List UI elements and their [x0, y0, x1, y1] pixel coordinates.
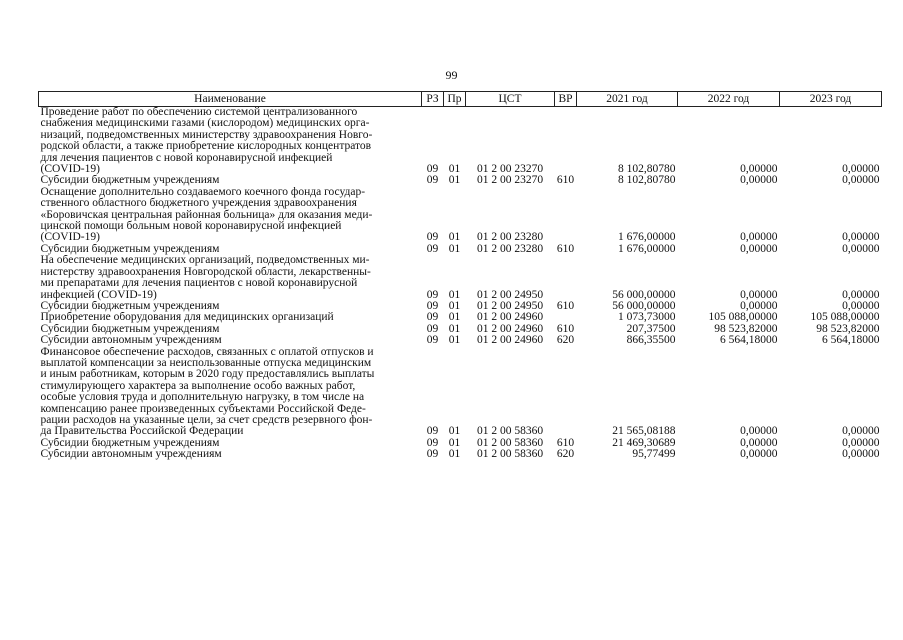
- row-vr: 620: [556, 335, 575, 347]
- row-2022: 6 564,18000: [720, 335, 778, 347]
- row-2023: 105 088,00000: [810, 312, 880, 324]
- row-cst: 01 2 00 58360: [476, 425, 544, 438]
- row-name: [39, 312, 422, 323]
- row-2021: 207,37500: [626, 323, 676, 335]
- row-2023: 98 523,82000: [816, 323, 880, 335]
- row-2021: 21 469,30689: [612, 437, 676, 449]
- row-cst: 01 2 00 24960: [476, 323, 544, 335]
- row-name-line: снабжения медицинскими газами (кислородом) медицинских орга-: [40, 117, 370, 130]
- row-2021: 56 000,00000: [612, 300, 676, 312]
- page-number: 99: [445, 68, 458, 82]
- header-pr: Пр: [444, 92, 466, 107]
- table-row: [39, 324, 882, 335]
- row-vr: [555, 347, 577, 438]
- row-2022: 0,00000: [740, 300, 778, 312]
- table-row: [39, 255, 882, 301]
- row-pr: 01: [448, 425, 461, 438]
- row-rz: 09: [426, 335, 439, 347]
- header-vr: ВР: [555, 92, 577, 107]
- row-name: [39, 335, 422, 346]
- row-2023: 0,00000: [842, 437, 880, 449]
- row-vr: 610: [556, 323, 575, 335]
- row-2022: 0,00000: [740, 231, 778, 244]
- row-2021: 8 102,80780: [618, 175, 676, 187]
- row-2021: 1 676,00000: [618, 231, 676, 244]
- row-pr: 01: [448, 323, 461, 335]
- row-name-line: Проведение работ по обеспечению системой централизованного: [40, 106, 358, 118]
- row-name-line: На обеспечение медицинских организаций, подведомственных ми-: [40, 255, 370, 267]
- row-rz: 09: [426, 288, 439, 301]
- row-pr: 01: [448, 163, 461, 176]
- header-name: Наименование: [39, 92, 422, 107]
- row-vr: [555, 187, 577, 244]
- row-2023: 0,00000: [842, 243, 880, 255]
- row-2023: 0,00000: [842, 231, 880, 244]
- row-name-line: Субсидии бюджетным учреждениям: [40, 437, 220, 449]
- row-vr: 620: [556, 449, 575, 461]
- row-pr: 01: [448, 231, 461, 244]
- row-name-line: выплатой компенсации за неиспользованные отпуска медицинским: [40, 356, 372, 369]
- row-name: [39, 324, 422, 335]
- row-rz: 09: [426, 425, 439, 438]
- row-pr: 01: [448, 437, 461, 449]
- table-row: [39, 107, 882, 176]
- row-rz: 09: [426, 300, 439, 312]
- row-name-line: Субсидии бюджетным учреждениям: [40, 300, 220, 312]
- row-name-line: ми препаратами для лечения пациентов с новой коронавирусной: [40, 277, 358, 290]
- row-pr: 01: [448, 175, 461, 187]
- row-name: [39, 449, 422, 460]
- table-row: [39, 187, 882, 244]
- row-vr: 610: [556, 300, 575, 312]
- row-rz: 09: [426, 175, 439, 187]
- row-cst: 01 2 00 58360: [476, 437, 544, 449]
- table-body: [39, 107, 882, 461]
- header-rz: РЗ: [422, 92, 444, 107]
- row-2021: 1 676,00000: [618, 243, 676, 255]
- row-name-line: (COVID-19): [40, 231, 100, 244]
- row-name: [39, 255, 422, 301]
- row-vr: 610: [556, 175, 575, 187]
- row-2023: 6 564,18000: [822, 335, 880, 347]
- row-2023: 0,00000: [842, 300, 880, 312]
- row-pr: 01: [448, 288, 461, 301]
- row-cst: 01 2 00 24960: [476, 335, 544, 347]
- row-2021: 56 000,00000: [612, 288, 676, 301]
- row-cst: 01 2 00 24950: [476, 288, 544, 301]
- row-2023: 0,00000: [842, 288, 880, 301]
- row-pr: 01: [448, 335, 461, 347]
- row-pr: 01: [448, 243, 461, 255]
- row-2022: 0,00000: [740, 163, 778, 176]
- row-name-line: инфекцией (COVID-19): [40, 288, 157, 301]
- row-name-line: ственного областного бюджетного учреждения здравоохранения: [40, 197, 357, 210]
- row-rz: 09: [426, 243, 439, 255]
- row-name-line: компенсацию ранее произведенных субъектами Российской Феде-: [40, 402, 366, 415]
- row-name-line: Субсидии бюджетным учреждениям: [40, 323, 220, 335]
- table-row: [39, 301, 882, 312]
- row-2023: 0,00000: [842, 175, 880, 187]
- row-name-line: рации расходов на указанные цели, за счет средств резервного фон-: [40, 413, 373, 426]
- row-name-line: низаций, подведомственных министерству здравоохранения Новго-: [40, 128, 373, 141]
- header-2023: 2023 год: [780, 92, 882, 107]
- row-rz: 09: [426, 163, 439, 176]
- row-cst: 01 2 00 24950: [476, 300, 544, 312]
- row-cst: 01 2 00 24960: [476, 312, 544, 324]
- budget-table: [38, 91, 882, 461]
- row-2022: 98 523,82000: [714, 323, 778, 335]
- row-name: [39, 438, 422, 449]
- table-row: [39, 449, 882, 460]
- row-cst: 01 2 00 23270: [476, 175, 544, 187]
- table-row: [39, 244, 882, 255]
- row-2023: 0,00000: [842, 163, 880, 176]
- row-2023: 0,00000: [842, 425, 880, 438]
- row-rz: 09: [426, 231, 439, 244]
- row-name: [39, 301, 422, 312]
- row-name-line: Приобретение оборудования для медицинских организаций: [40, 312, 334, 324]
- table-row: [39, 335, 882, 346]
- row-pr: 01: [448, 300, 461, 312]
- row-2022: 0,00000: [740, 175, 778, 187]
- row-2021: 1 073,73000: [618, 312, 676, 324]
- row-name-line: для лечения пациентов с новой коронавирусной инфекцией: [40, 151, 333, 164]
- table-row: [39, 175, 882, 186]
- row-rz: 09: [426, 449, 439, 461]
- row-cst: 01 2 00 23270: [476, 163, 544, 176]
- row-2022: 0,00000: [740, 437, 778, 449]
- row-name-line: родской области, а также приобретение кислородных концентратов: [40, 140, 372, 153]
- row-2021: 95,77499: [632, 449, 676, 461]
- table-row: [39, 347, 882, 438]
- row-name-line: особые условия труда и дополнительную нагрузку, в том числе на: [40, 391, 365, 404]
- row-name: [39, 107, 422, 176]
- row-2022: 0,00000: [740, 449, 778, 461]
- row-2022: 0,00000: [740, 243, 778, 255]
- row-name-line: цинской помощи больным новой коронавирусной инфекцией: [40, 220, 342, 233]
- row-rz: 09: [426, 437, 439, 449]
- header-2021: 2021 год: [577, 92, 678, 107]
- row-2023: 0,00000: [842, 449, 880, 461]
- row-name-line: да Правительства Российской Федерации: [40, 425, 244, 438]
- table-row: [39, 312, 882, 323]
- header-cst: ЦСТ: [466, 92, 555, 107]
- row-2022: 105 088,00000: [708, 312, 778, 324]
- row-name-line: стимулирующего характера за выполнение особо важных работ,: [40, 379, 356, 392]
- row-name: [39, 175, 422, 186]
- row-name-line: Субсидии автономным учреждениям: [40, 449, 222, 461]
- row-name: [39, 347, 422, 438]
- row-vr: [555, 255, 577, 301]
- table-header: [39, 92, 882, 107]
- row-name: [39, 187, 422, 244]
- row-name-line: Оснащение дополнительно создаваемого коечного фонда государ-: [40, 186, 366, 198]
- row-name: [39, 244, 422, 255]
- row-vr: [555, 312, 577, 323]
- row-vr: 610: [556, 437, 575, 449]
- row-name-line: Финансовое обеспечение расходов, связанных с оплатой отпусков и: [40, 346, 374, 358]
- row-cst: 01 2 00 23280: [476, 243, 544, 255]
- row-2022: 0,00000: [740, 288, 778, 301]
- row-2022: 0,00000: [740, 425, 778, 438]
- row-name-line: Субсидии автономным учреждениям: [40, 335, 222, 347]
- table-row: [39, 438, 882, 449]
- row-rz: 09: [426, 312, 439, 324]
- row-cst: 01 2 00 23280: [476, 231, 544, 244]
- row-name-line: (COVID-19): [40, 163, 100, 176]
- row-name-line: Субсидии бюджетным учреждениям: [40, 243, 220, 255]
- row-pr: 01: [448, 312, 461, 324]
- row-name-line: «Боровичская центральная районная больница» для оказания меди-: [40, 208, 373, 221]
- header-2022: 2022 год: [678, 92, 780, 107]
- row-cst: 01 2 00 58360: [476, 449, 544, 461]
- row-2021: 21 565,08188: [612, 425, 676, 438]
- row-name-line: нистерству здравоохранения Новгородской области, лекарственны-: [40, 265, 371, 278]
- row-vr: 610: [556, 243, 575, 255]
- row-vr: [555, 107, 577, 176]
- row-2021: 866,35500: [626, 335, 676, 347]
- row-rz: 09: [426, 323, 439, 335]
- row-2021: 8 102,80780: [618, 163, 676, 176]
- row-pr: 01: [448, 449, 461, 461]
- row-name-line: и иным работникам, которым в 2020 году предоставлялись выплаты: [40, 368, 375, 381]
- row-name-line: Субсидии бюджетным учреждениям: [40, 175, 220, 187]
